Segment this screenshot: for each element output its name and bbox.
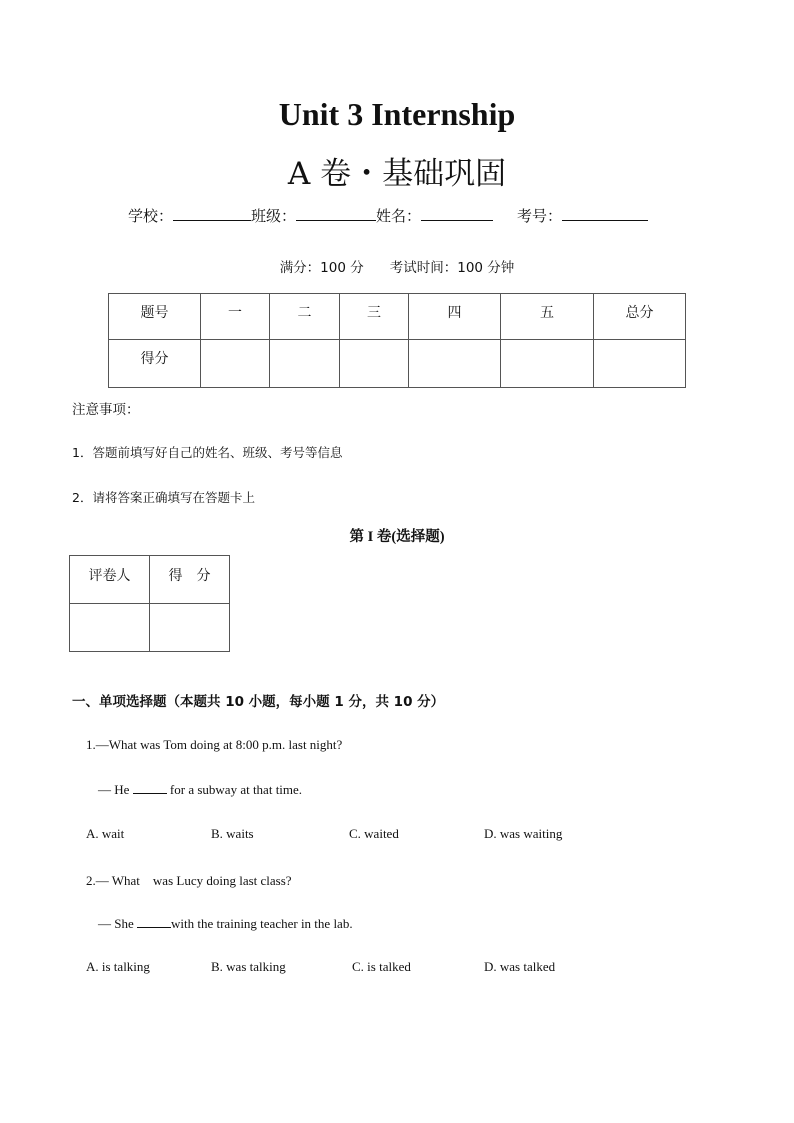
option-b[interactable]: B. was talking [211,959,286,974]
answer-blank[interactable] [133,781,167,794]
option-c[interactable]: C. is talked [352,959,411,974]
score-cell[interactable] [201,340,270,388]
school-label: 学校： [128,207,174,225]
score-header-cell: 题号 [109,294,201,340]
option-d[interactable]: D. was waiting [484,826,563,841]
option-b[interactable]: B. waits [211,826,254,841]
score-header-cell: 三 [340,294,409,340]
score-header-cell: 五 [501,294,594,340]
score-header-cell: 四 [409,294,501,340]
grader-score-cell[interactable] [150,604,230,652]
score-header-cell: 二 [270,294,340,340]
page-title: Unit 3 Internship [278,96,516,132]
part-title: 一、单项选择题（本题共 10 小题，每小题 1 分，共 10 分） [72,694,445,710]
name-label: 姓名： [376,207,422,225]
note-item: 1．答题前填写好自己的姓名、班级、考号等信息 [72,445,343,460]
section-title: 第 I 卷(选择题) [349,529,445,545]
option-d[interactable]: D. was talked [484,959,556,974]
score-header-cell: 一 [201,294,270,340]
question-response [98,781,302,798]
school-blank[interactable] [173,206,251,221]
score-row-label: 得分 [109,340,201,388]
student-info-row [128,205,648,226]
note-item: 2．请将答案正确填写在答题卡上 [72,490,255,505]
question-stem: 2.— What was Lucy doing last class? [86,873,292,888]
score-cell[interactable] [594,340,686,388]
exam-no-label: 考号： [517,207,563,225]
grader-score-label: 得 分 [150,556,230,604]
class-blank[interactable] [296,206,376,221]
answer-blank[interactable] [137,915,171,928]
question-stem: 1.—What was Tom doing at 8:00 p.m. last night? [86,737,343,752]
response-suffix: with the training teacher in the lab. [171,916,353,931]
option-c[interactable]: C. waited [349,826,399,841]
score-cell[interactable] [501,340,594,388]
score-table [108,293,686,388]
response-suffix: for a subway at that time. [169,782,303,797]
score-cell[interactable] [340,340,409,388]
notes-heading: 注意事项： [72,402,140,418]
grader-label: 评卷人 [70,556,150,604]
response-prefix: — She [98,916,134,931]
exam-time: 考试时间：100 分钟 [389,260,515,276]
score-cell[interactable] [409,340,501,388]
grader-table-header-row [70,556,230,604]
page-subtitle: A 卷・基础巩固 [287,156,507,192]
exam-no-blank[interactable] [562,206,648,221]
grader-table-input-row [70,604,230,652]
grader-cell[interactable] [70,604,150,652]
response-prefix: — He [98,782,130,797]
score-cell[interactable] [270,340,340,388]
class-label: 班级： [251,207,297,225]
name-blank[interactable] [421,206,493,221]
option-a[interactable]: A. wait [86,826,125,841]
score-table-header-row [109,294,686,340]
question-response [98,915,353,932]
full-score: 满分：100 分 [279,260,364,276]
score-header-cell: 总分 [594,294,686,340]
exam-meta [0,256,794,276]
score-table-score-row [109,340,686,388]
option-a[interactable]: A. is talking [86,959,150,974]
grader-table [69,555,230,652]
